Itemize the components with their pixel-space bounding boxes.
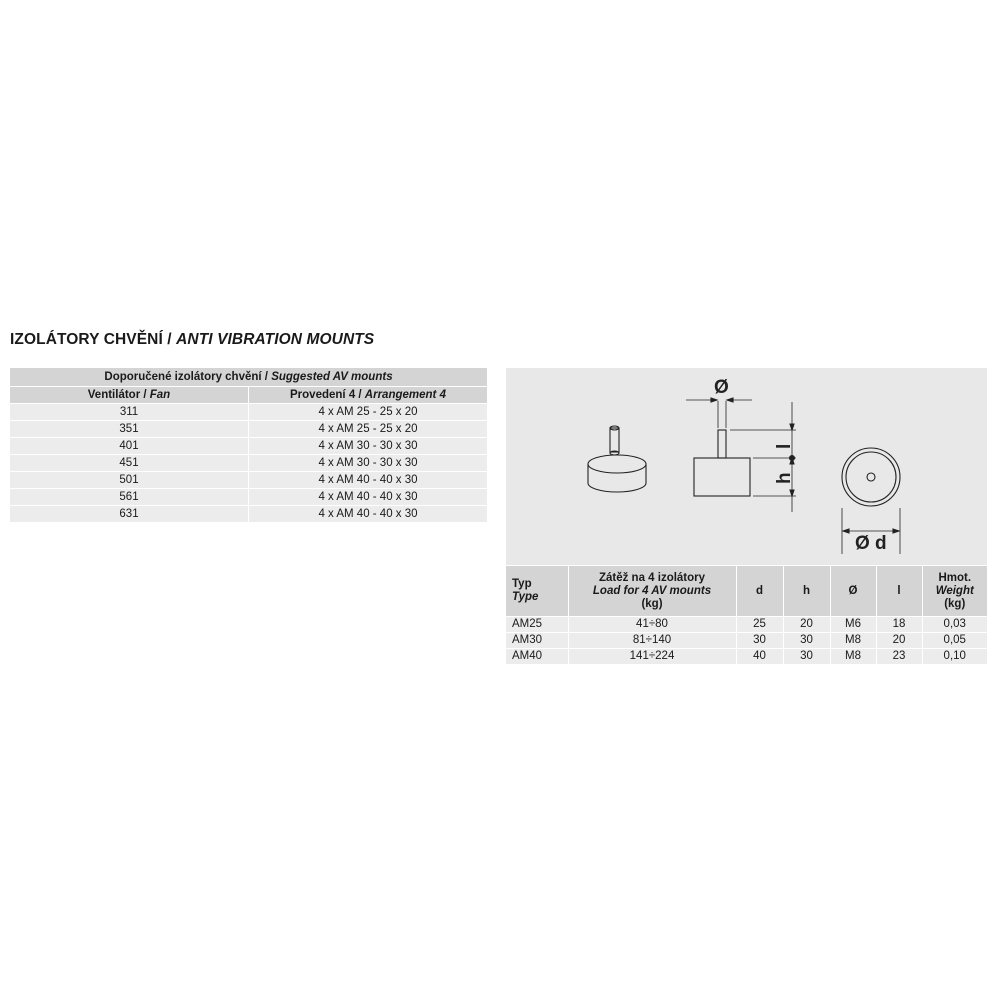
dia-cell: M8 — [830, 633, 876, 649]
fan-cell: 311 — [10, 404, 249, 421]
fan-cell: 451 — [10, 455, 249, 472]
col-type-header: Typ Type — [506, 566, 568, 617]
label-h: h — [774, 472, 795, 484]
table-row — [10, 438, 487, 455]
table-row — [10, 506, 487, 523]
col-weight-header: Hmot. Weight (kg) — [922, 566, 987, 617]
col-arrangement-header: Provedení 4 / Arrangement 4 — [249, 387, 488, 404]
table-row — [10, 455, 487, 472]
suggested-mounts-header: Doporučené izolátory chvění / Suggested AV mounts — [10, 368, 487, 387]
d-cell: 25 — [736, 617, 783, 633]
mount-drawing — [506, 368, 987, 565]
mount-cell: 4 x AM 30 - 30 x 30 — [249, 455, 488, 472]
mount-side-view — [686, 398, 796, 512]
dia-cell: M6 — [830, 617, 876, 633]
load-cell: 81÷140 — [568, 633, 736, 649]
table-row — [506, 617, 987, 633]
suggested-mounts-header-row — [10, 368, 487, 387]
label-l: l — [774, 443, 795, 449]
title-italic: ANTI VIBRATION MOUNTS — [176, 331, 375, 348]
col-dia-header: Ø — [830, 566, 876, 617]
label-dia-d: Ø d — [855, 533, 887, 554]
d-cell: 40 — [736, 649, 783, 665]
mount-specs-header-row — [506, 566, 987, 617]
col-fan-header: Ventilátor / Fan — [10, 387, 249, 404]
table-row — [10, 421, 487, 438]
mount-3d-view — [588, 426, 646, 492]
dia-cell: M8 — [830, 649, 876, 665]
table-row — [506, 633, 987, 649]
weight-cell: 0,05 — [922, 633, 987, 649]
col-load-header: Zátěž na 4 izolátory Load for 4 AV mounts (kg) — [568, 566, 736, 617]
d-cell: 30 — [736, 633, 783, 649]
col-h-header: h — [783, 566, 830, 617]
fan-cell: 351 — [10, 421, 249, 438]
type-cell: AM30 — [506, 633, 568, 649]
mount-cell: 4 x AM 40 - 40 x 30 — [249, 506, 488, 523]
table-row — [10, 404, 487, 421]
mount-cell: 4 x AM 25 - 25 x 20 — [249, 404, 488, 421]
fan-cell: 501 — [10, 472, 249, 489]
suggested-mounts-column-row — [10, 387, 487, 404]
col-d-header: d — [736, 566, 783, 617]
h-cell: 30 — [783, 633, 830, 649]
mount-specs-table — [506, 566, 987, 664]
mount-dimension-diagram — [506, 368, 987, 565]
type-cell: AM40 — [506, 649, 568, 665]
weight-cell: 0,10 — [922, 649, 987, 665]
load-cell: 41÷80 — [568, 617, 736, 633]
suggested-mounts-table — [10, 368, 487, 523]
l-cell: 20 — [876, 633, 922, 649]
fan-cell: 401 — [10, 438, 249, 455]
table-row — [10, 489, 487, 506]
col-l-header: l — [876, 566, 922, 617]
mount-cell: 4 x AM 30 - 30 x 30 — [249, 438, 488, 455]
title-main: IZOLÁTORY CHVĚNÍ / — [10, 331, 177, 348]
table-row — [506, 649, 987, 665]
label-dia-top: Ø — [714, 377, 729, 398]
page-title — [10, 331, 374, 349]
h-cell: 30 — [783, 649, 830, 665]
l-cell: 23 — [876, 649, 922, 665]
fan-cell: 631 — [10, 506, 249, 523]
mount-cell: 4 x AM 40 - 40 x 30 — [249, 489, 488, 506]
l-cell: 18 — [876, 617, 922, 633]
type-cell: AM25 — [506, 617, 568, 633]
table-row — [10, 472, 487, 489]
h-cell: 20 — [783, 617, 830, 633]
mount-cell: 4 x AM 25 - 25 x 20 — [249, 421, 488, 438]
fan-cell: 561 — [10, 489, 249, 506]
weight-cell: 0,03 — [922, 617, 987, 633]
mount-cell: 4 x AM 40 - 40 x 30 — [249, 472, 488, 489]
load-cell: 141÷224 — [568, 649, 736, 665]
